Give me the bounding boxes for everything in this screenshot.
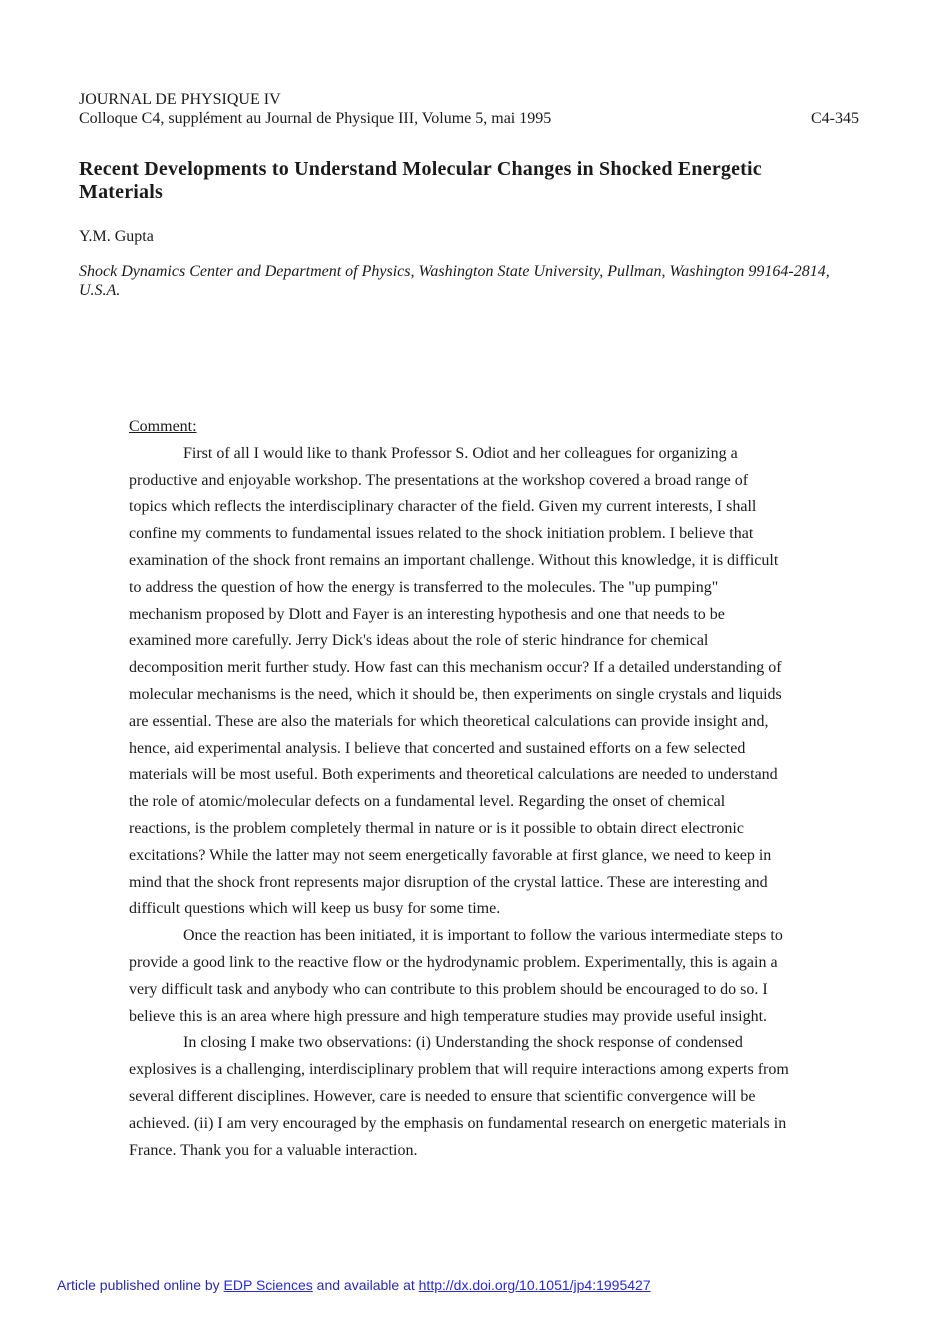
journal-header [79, 90, 859, 128]
doi-link[interactable]: http://dx.doi.org/10.1051/jp4:1995427 [418, 1277, 651, 1293]
publication-footer [57, 1277, 651, 1293]
article-title: Recent Developments to Understand Molecular Changes in Shocked Energetic Materials [79, 158, 762, 203]
colloque-row [79, 109, 859, 128]
journal-name: JOURNAL DE PHYSIQUE IV [79, 91, 281, 108]
footer-middle: and available at [316, 1277, 415, 1293]
author-affiliation: Shock Dynamics Center and Department of Physics, Washington State University, Pullman, Washington 99164-2814, U.S.A. [79, 263, 830, 299]
comment-paragraph-1: First of all I would like to thank Professor S. Odiot and her colleagues for organizing a productive and enjoyable workshop. The presentations at the workshop covered a broad range of topics which reflects the interdisciplinary character of the field. Given my current interests, I shall confine my comments to fundamental issues related to the shock initiation problem. I believe that examination of the shock front remains an important challenge. Without this knowledge, it is difficult to address the question of how the energy is transferred to the molecules. The "up pumping" mechanism proposed by Dlott and Fayer is an interesting hypothesis and one that needs to be examined more carefully. Jerry Dick's ideas about the role of steric hindrance for chemical decomposition merit further study. How fast can this mechanism occur? If a detailed understanding of molecular mechanisms is the need, which it should be, then experiments on single crystals and liquids are essential. These are also the materials for which theoretical calculations can provide insight and, hence, aid experimental analysis. I believe that concerted and sustained efforts on a few selected materials will be most useful. Both experiments and theoretical calculations are needed to understand the role of atomic/molecular defects on a fundamental level. Regarding the onset of chemical reactions, is the problem completely thermal in nature or is it possible to obtain direct electronic excitations? While the latter may not seem energetically favorable at first glance, we need to keep in mind that the shock front represents major disruption of the crystal lattice. These are interesting and difficult questions which will keep us busy for some time. [129, 444, 782, 918]
page-code: C4-345 [811, 110, 859, 127]
comment-paragraph-3: In closing I make two observations: (i) Understanding the shock response of condensed explosives is a challenging, interdisciplinary problem that will require interactions among experts from several different disciplines. However, care is needed to ensure that scientific convergence will be achieved. (ii) I am very encouraged by the emphasis on fundamental research on energetic materials in France. Thank you for a valuable interaction. [129, 1034, 789, 1159]
comment-heading: Comment: [129, 418, 197, 435]
comment-paragraph-2: Once the reaction has been initiated, it is important to follow the various intermediate steps to provide a good link to the reactive flow or the hydrodynamic problem. Experimentally, this is again a very difficult task and anybody who can contribute to this problem should be encouraged to do so. I believe this is an area where high pressure and high temperature studies may provide useful insight. [129, 927, 783, 1025]
comment-section [129, 414, 789, 1164]
footer-prefix: Article published online by [57, 1277, 220, 1293]
colloque-citation: Colloque C4, supplément au Journal de Physique III, Volume 5, mai 1995 [79, 110, 552, 127]
publisher-link[interactable]: EDP Sciences [223, 1277, 313, 1293]
author-name: Y.M. Gupta [79, 228, 154, 245]
